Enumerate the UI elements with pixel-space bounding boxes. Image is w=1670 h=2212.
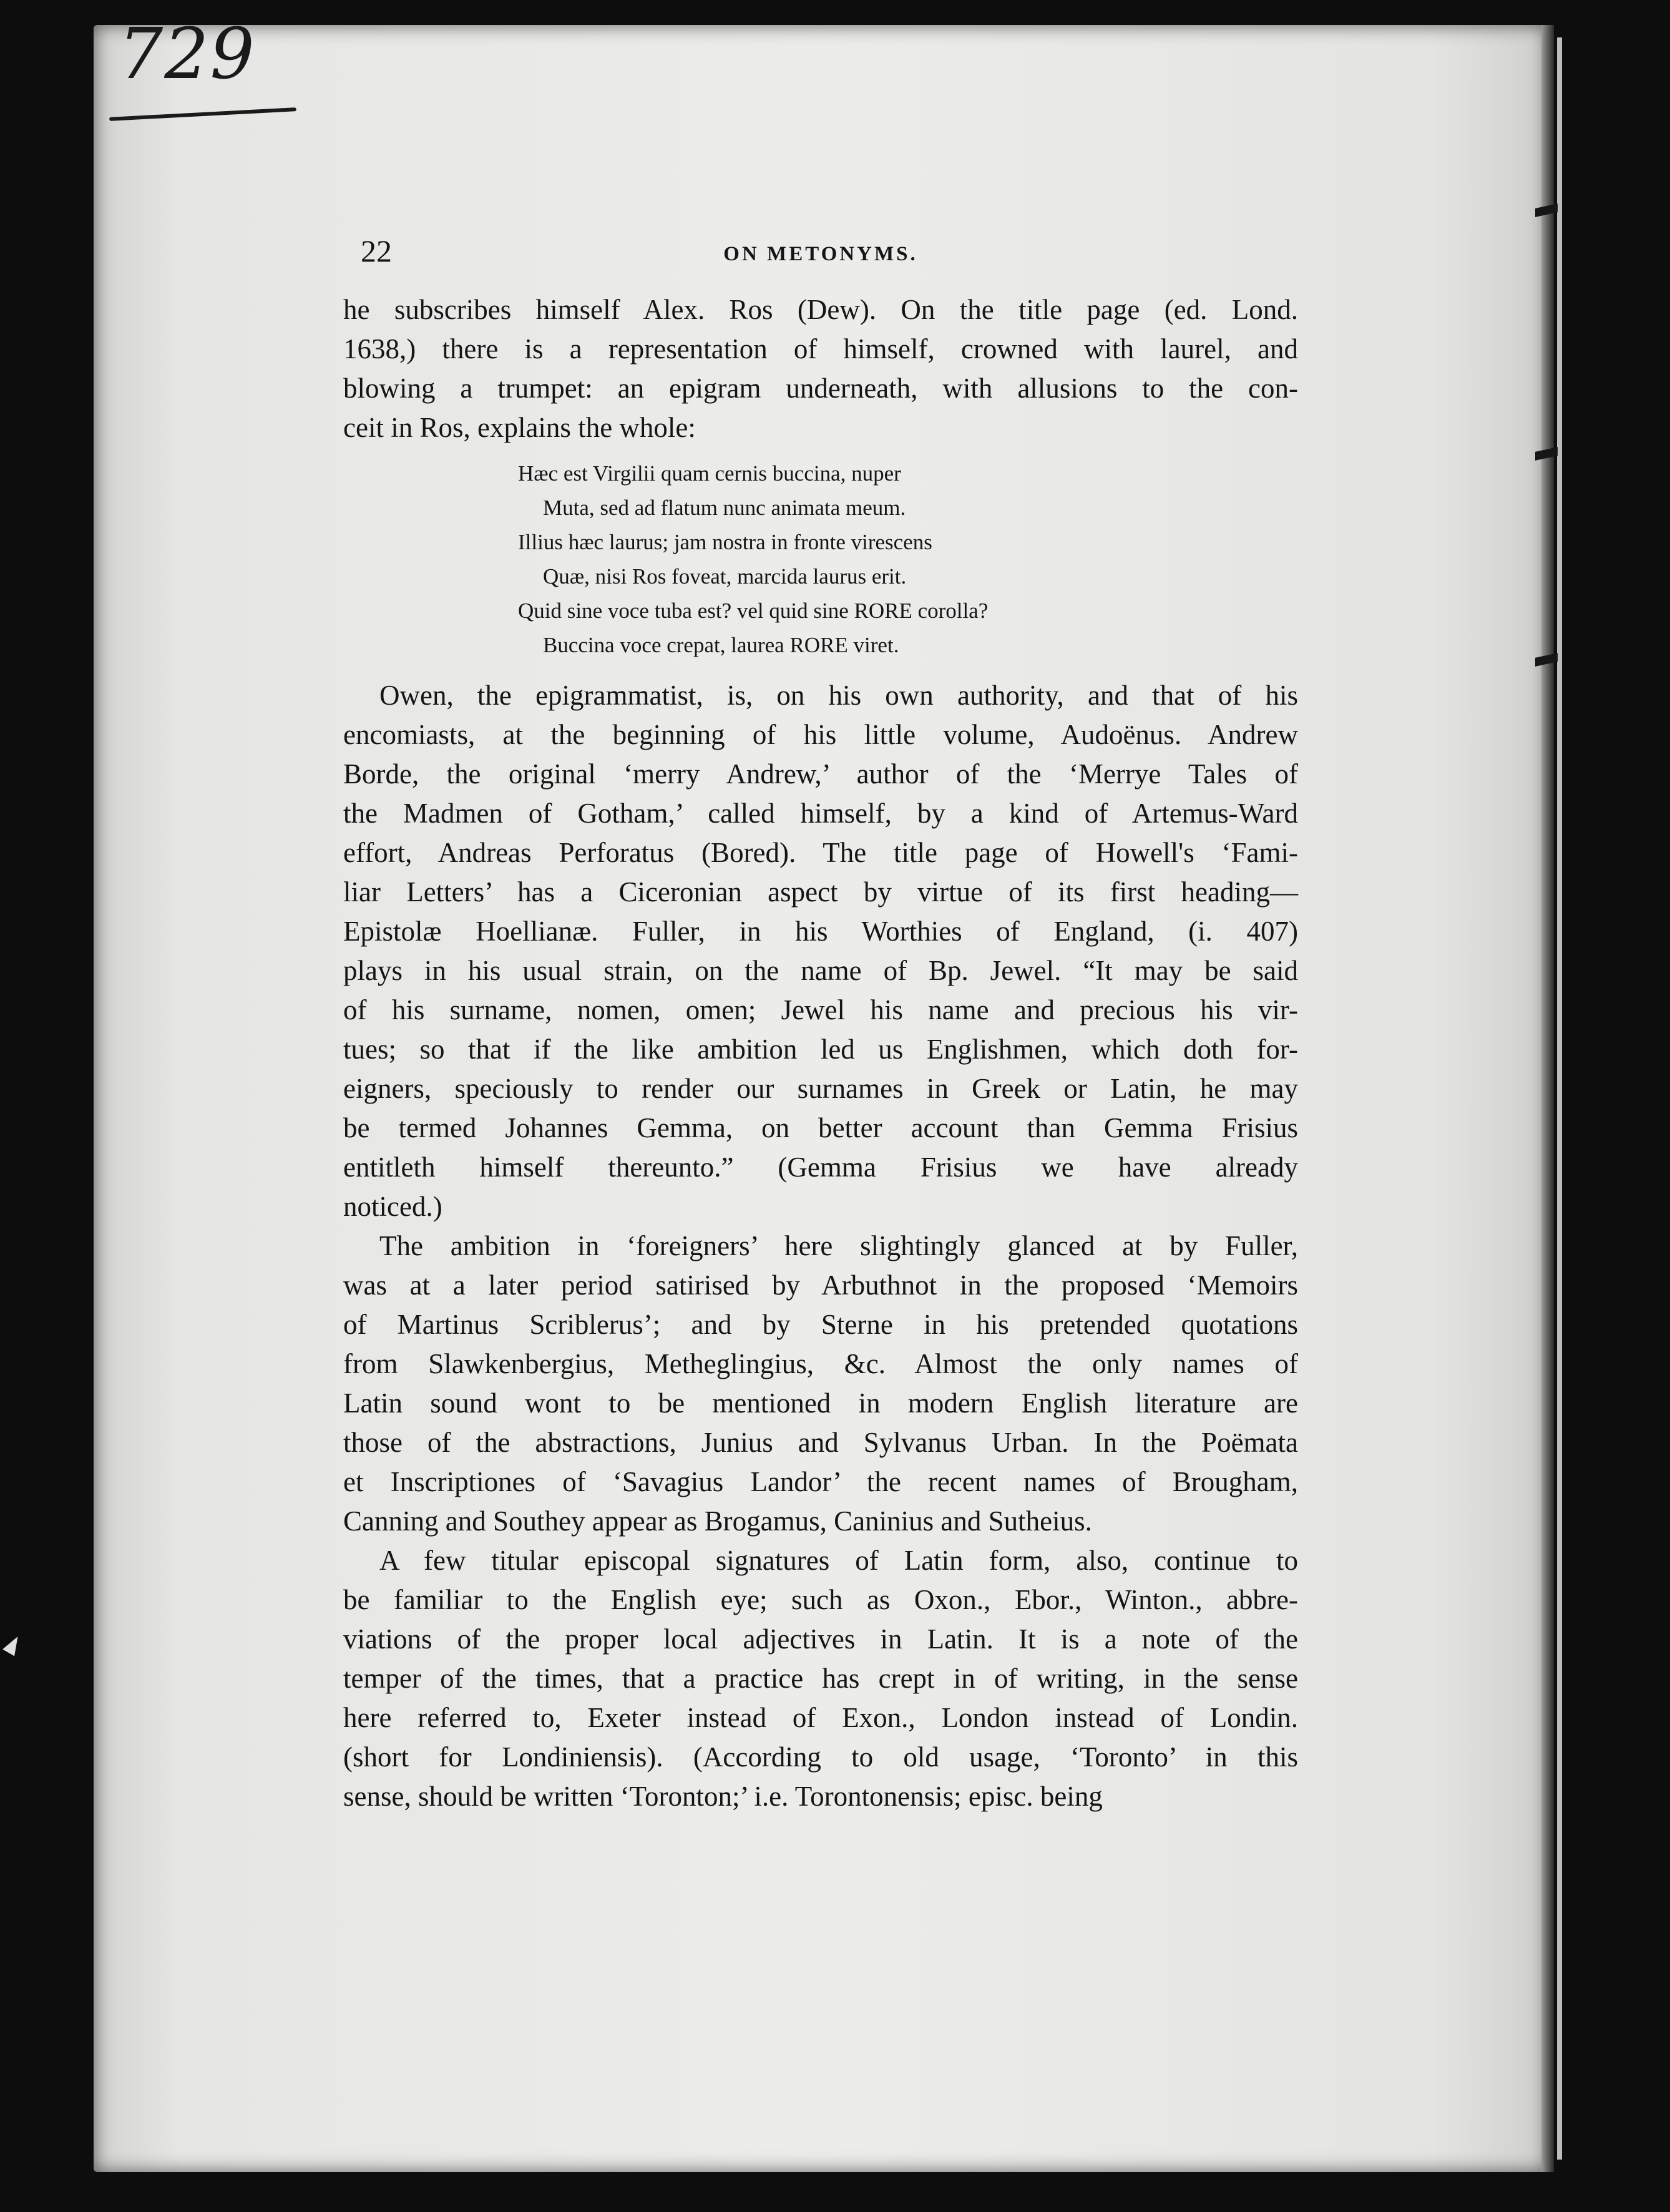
text-line: sense, should be written ‘Toronton;’ i.e. Torontonensis; episc. being (343, 1781, 1103, 1812)
binding-strip (1557, 37, 1562, 2160)
page-edge-shadow (1541, 25, 1554, 2172)
text-line: blowing a trumpet: an epigram underneath, with allusions to the con- (343, 373, 1298, 404)
text-line: of his surname, nomen, omen; Jewel his name and precious his vir- (343, 994, 1298, 1025)
text-line: Borde, the original ‘merry Andrew,’ author of the ‘Merrye Tales of (343, 758, 1298, 790)
text-line: Canning and Southey appear as Brogamus, Caninius and Sutheius. (343, 1505, 1092, 1537)
text-line: effort, Andreas Perforatus (Bored). The title page of Howell's ‘Fami- (343, 837, 1298, 868)
text-line: The ambition in ‘foreigners’ here slightingly glanced at by Fuller, (379, 1230, 1298, 1261)
text-line: eigners, speciously to render our surnames in Greek or Latin, he may (343, 1073, 1298, 1104)
epigram-verse (518, 456, 1298, 662)
text-line: be termed Johannes Gemma, on better account than Gemma Frisius (343, 1112, 1298, 1143)
text-line: he subscribes himself Alex. Ros (Dew). On the title page (ed. Lond. (343, 294, 1298, 325)
text-line: (short for Londiniensis). (According to old usage, ‘Toronto’ in this (343, 1741, 1298, 1773)
text-line: viations of the proper local adjectives in Latin. It is a note of the (343, 1623, 1298, 1655)
running-title: ON METONYMS. (723, 243, 918, 265)
verse-line: Buccina voce crepat, laurea RORE viret. (543, 633, 899, 657)
text-line: Latin sound wont to be mentioned in modern English literature are (343, 1387, 1298, 1419)
text-line: et Inscriptiones of ‘Savagius Landor’ the recent names of Brougham, (343, 1466, 1298, 1497)
verse-line: Muta, sed ad flatum nunc animata meum. (543, 496, 906, 520)
verse-line: Illius hæc laurus; jam nostra in fronte virescens (518, 530, 932, 554)
verse-line: Quid sine voce tuba est? vel quid sine RORE corolla? (518, 599, 989, 623)
text-line: here referred to, Exeter instead of Exon., London instead of Londin. (343, 1702, 1298, 1733)
text-line: liar Letters’ has a Ciceronian aspect by virtue of its first heading— (343, 876, 1298, 908)
paragraph (343, 676, 1298, 1226)
text-body (343, 676, 1298, 1816)
text-line: of Martinus Scriblerus’; and by Sterne in his pretended quotations (343, 1309, 1298, 1340)
text-line: temper of the times, that a practice has crept in of writing, in the sense (343, 1663, 1298, 1694)
text-line: was at a later period satirised by Arbuthnot in the proposed ‘Memoirs (343, 1270, 1298, 1301)
text-line: those of the abstractions, Junius and Sylvanus Urban. In the Poëmata (343, 1427, 1298, 1458)
verse-line: Quæ, nisi Ros foveat, marcida laurus erit. (543, 564, 907, 589)
page-number: 22 (361, 233, 392, 268)
paragraph (343, 1541, 1298, 1816)
text-line: 1638,) there is a representation of himself, crowned with laurel, and (343, 333, 1298, 365)
text-line: be familiar to the English eye; such as Oxon., Ebor., Winton., abbre- (343, 1584, 1298, 1615)
text-body-top (343, 290, 1298, 448)
page-content (343, 228, 1298, 1816)
text-line: A few titular episcopal signatures of Latin form, also, continue to (379, 1545, 1298, 1576)
verse-line: Hæc est Virgilii quam cernis buccina, nuper (518, 461, 901, 486)
text-line: entitleth himself thereunto.” (Gemma Frisius we have already (343, 1152, 1298, 1183)
text-line: from Slawkenbergius, Metheglingius, &c. Almost the only names of (343, 1348, 1298, 1379)
text-line: plays in his usual strain, on the name of Bp. Jewel. “It may be said (343, 955, 1298, 986)
text-line: ceit in Ros, explains the whole: (343, 412, 696, 443)
text-line: Owen, the epigrammatist, is, on his own authority, and that of his (379, 680, 1298, 711)
page-header (343, 228, 1298, 290)
paragraph (343, 290, 1298, 448)
paragraph (343, 1226, 1298, 1541)
scan-artifact (2, 1633, 24, 1657)
text-line: the Madmen of Gotham,’ called himself, by a kind of Artemus-Ward (343, 798, 1298, 829)
text-line: tues; so that if the like ambition led us Englishmen, which doth for- (343, 1034, 1298, 1065)
handwritten-annotation: 729 (119, 14, 256, 95)
text-line: noticed.) (343, 1191, 442, 1222)
text-line: Epistolæ Hoellianæ. Fuller, in his Worthies of England, (i. 407) (343, 916, 1298, 947)
text-line: encomiasts, at the beginning of his little volume, Audoënus. Andrew (343, 719, 1298, 750)
